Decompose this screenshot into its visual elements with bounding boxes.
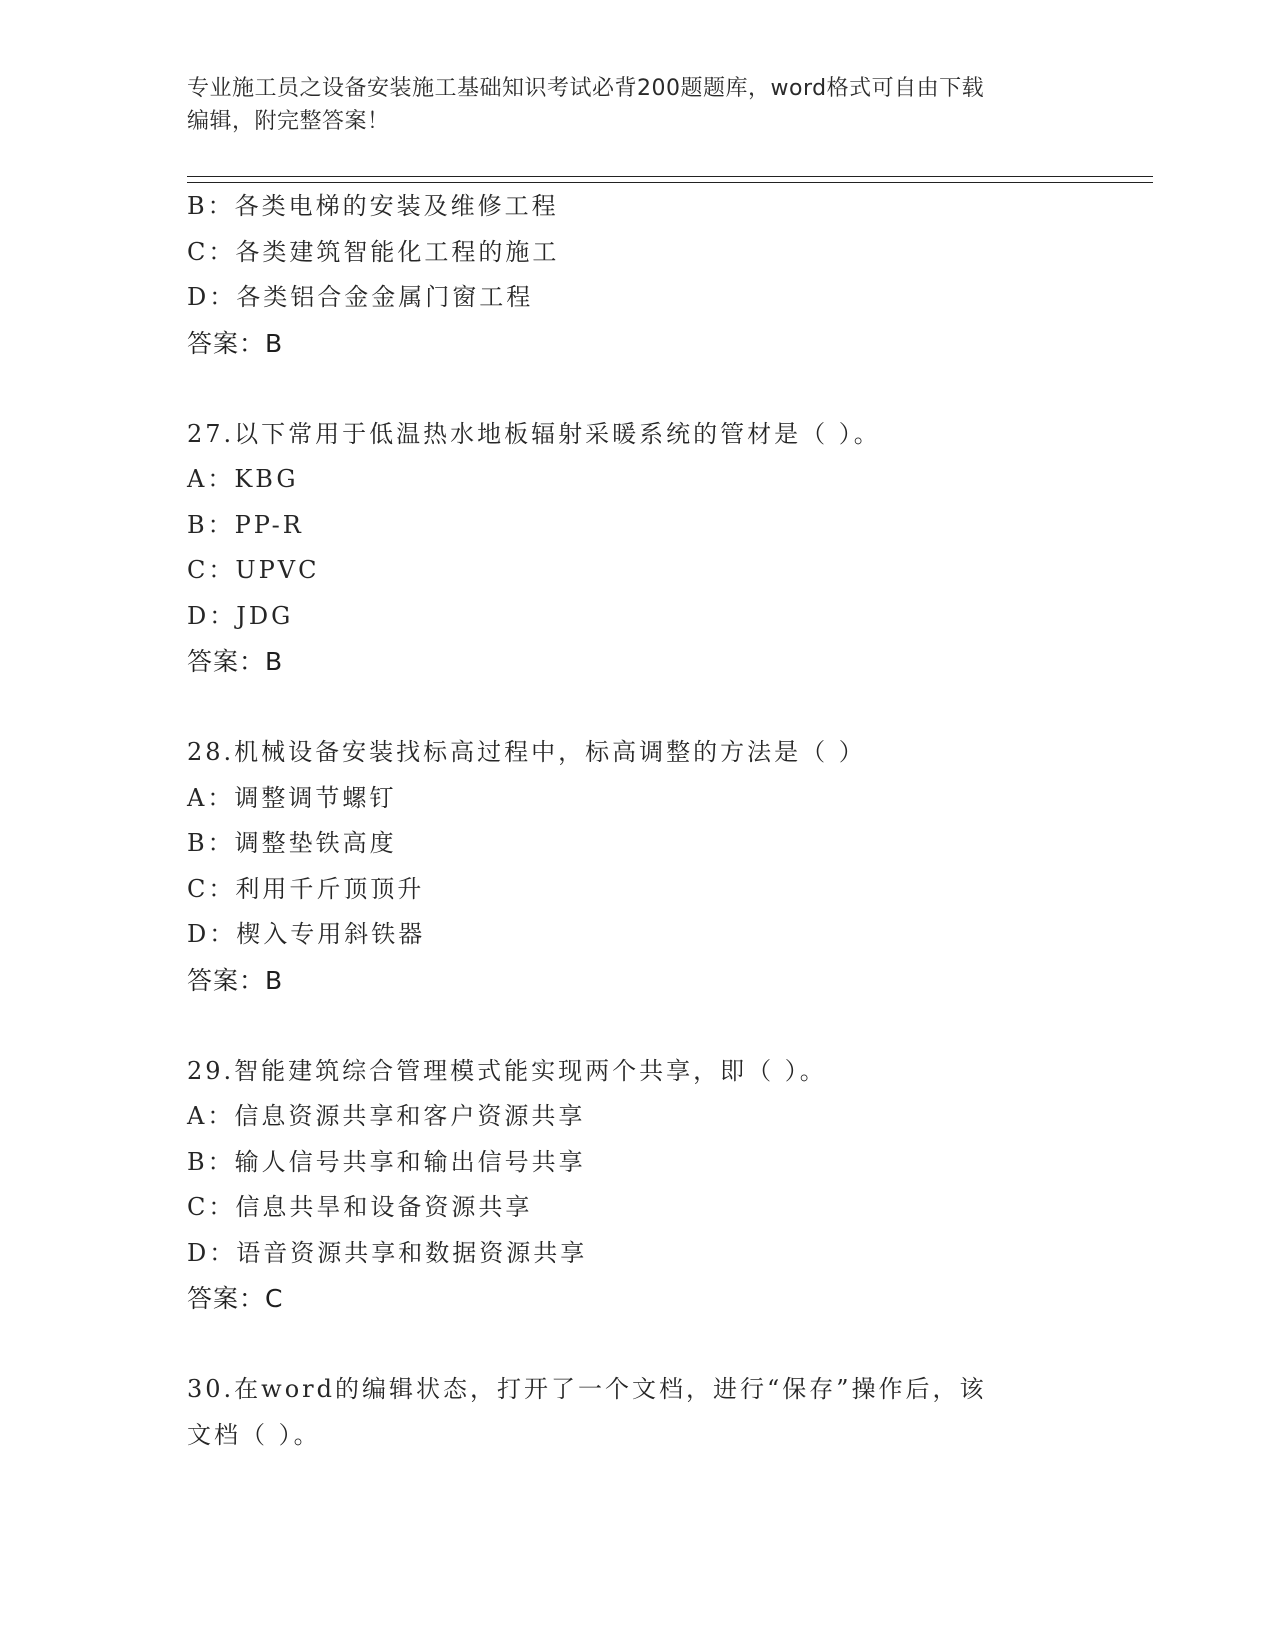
question-text: 29.智能建筑综合管理模式能实现两个共享，即（ ）。 <box>187 1056 827 1085</box>
option-d: D：JDG <box>187 601 294 630</box>
option-c: C：各类建筑智能化工程的施工 <box>187 237 560 266</box>
option-b: B：调整垫铁高度 <box>187 829 397 857</box>
option-a: A：信息资源共享和客户资源共享 <box>187 1102 586 1130</box>
answer-line: 答案：B <box>187 328 284 358</box>
answer-line: 答案：C <box>187 1284 284 1313</box>
header-title-line1: 专业施工员之设备安装施工基础知识考试必背200题题库，word格式可自由下载 <box>187 76 985 101</box>
option-a: A：调整调节螺钉 <box>187 783 397 812</box>
question-29 <box>187 1049 1107 1322</box>
spacer <box>187 1003 1107 1049</box>
question-text-line1: 30.在word的编辑状态，打开了一个文档，进行“保存”操作后，该 <box>187 1375 987 1403</box>
option-b: B：各类电梯的安装及维修工程 <box>187 192 559 220</box>
question-30 <box>187 1367 1107 1458</box>
option-c: C：利用千斤顶顶升 <box>187 874 425 903</box>
question-26-tail <box>187 184 1107 366</box>
spacer <box>187 1322 1107 1368</box>
header-title-line2: 编辑，附完整答案！ <box>187 109 390 134</box>
option-b: B：PP-R <box>187 510 304 539</box>
answer-line: 答案：B <box>187 965 284 995</box>
option-a: A：KBG <box>187 465 299 493</box>
question-28 <box>187 730 1107 1003</box>
option-d: D：语音资源共享和数据资源共享 <box>187 1238 588 1267</box>
spacer <box>187 685 1107 731</box>
document-header <box>187 72 1087 138</box>
spacer <box>187 366 1107 412</box>
question-list <box>187 184 1107 1458</box>
option-d: D：各类铝合金金属门窗工程 <box>187 283 534 311</box>
option-c: C：信息共旱和设备资源共享 <box>187 1193 533 1221</box>
answer-line: 答案：B <box>187 647 284 676</box>
option-d: D：楔入专用斜铁器 <box>187 920 426 948</box>
question-text: 28.机械设备安装找标高过程中，标高调整的方法是（ ） <box>187 738 866 766</box>
option-b: B：输人信号共享和输出信号共享 <box>187 1147 586 1176</box>
header-divider-bottom <box>187 182 1153 183</box>
question-text-line2: 文档（ ）。 <box>187 1420 321 1449</box>
header-divider-top <box>187 176 1153 177</box>
question-27 <box>187 412 1107 685</box>
option-c: C：UPVC <box>187 556 320 584</box>
question-text: 27.以下常用于低温热水地板辐射采暖系统的管材是（ ）。 <box>187 419 881 448</box>
